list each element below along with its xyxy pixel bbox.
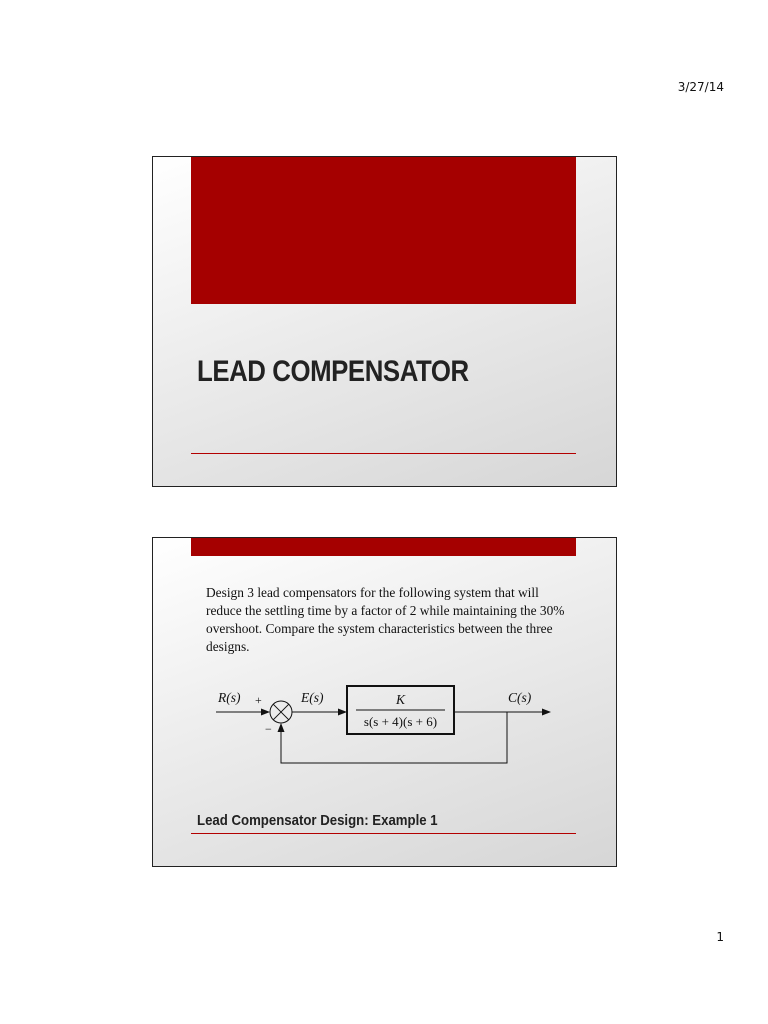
minus-sign: −: [265, 722, 272, 736]
error-label: E(s): [301, 690, 324, 705]
slide-title: [152, 156, 617, 487]
transfer-denominator: s(s + 4)(s + 6): [363, 714, 438, 729]
feedback-arrowhead-icon: [278, 723, 285, 732]
summing-junction-icon: [270, 701, 292, 723]
transfer-numerator: K: [395, 692, 406, 707]
title-divider-line: [191, 453, 576, 454]
caption-divider-line: [191, 833, 576, 834]
input-arrowhead-icon: [261, 709, 270, 716]
date-header: 3/27/14: [677, 80, 724, 94]
problem-statement: Design 3 lead compensators for the following system that will reduce the settling time by a factor of 2 while maintaining the 30% overshoot. Compare the system characteristics between the three designs.: [206, 585, 565, 654]
title-color-block: [191, 157, 576, 304]
output-label: C(s): [508, 690, 532, 705]
plus-sign: +: [255, 693, 262, 707]
input-label: R(s): [218, 690, 241, 705]
slide-example: [152, 537, 617, 867]
output-arrowhead-icon: [542, 709, 551, 716]
slide-title-text: LEAD COMPENSATOR: [197, 355, 469, 388]
block-diagram: [208, 678, 568, 773]
slide-caption: Lead Compensator Design: Example 1: [197, 812, 438, 829]
error-arrowhead-icon: [338, 709, 347, 716]
example-color-strip: [191, 538, 576, 556]
page-number: 1: [716, 930, 724, 944]
